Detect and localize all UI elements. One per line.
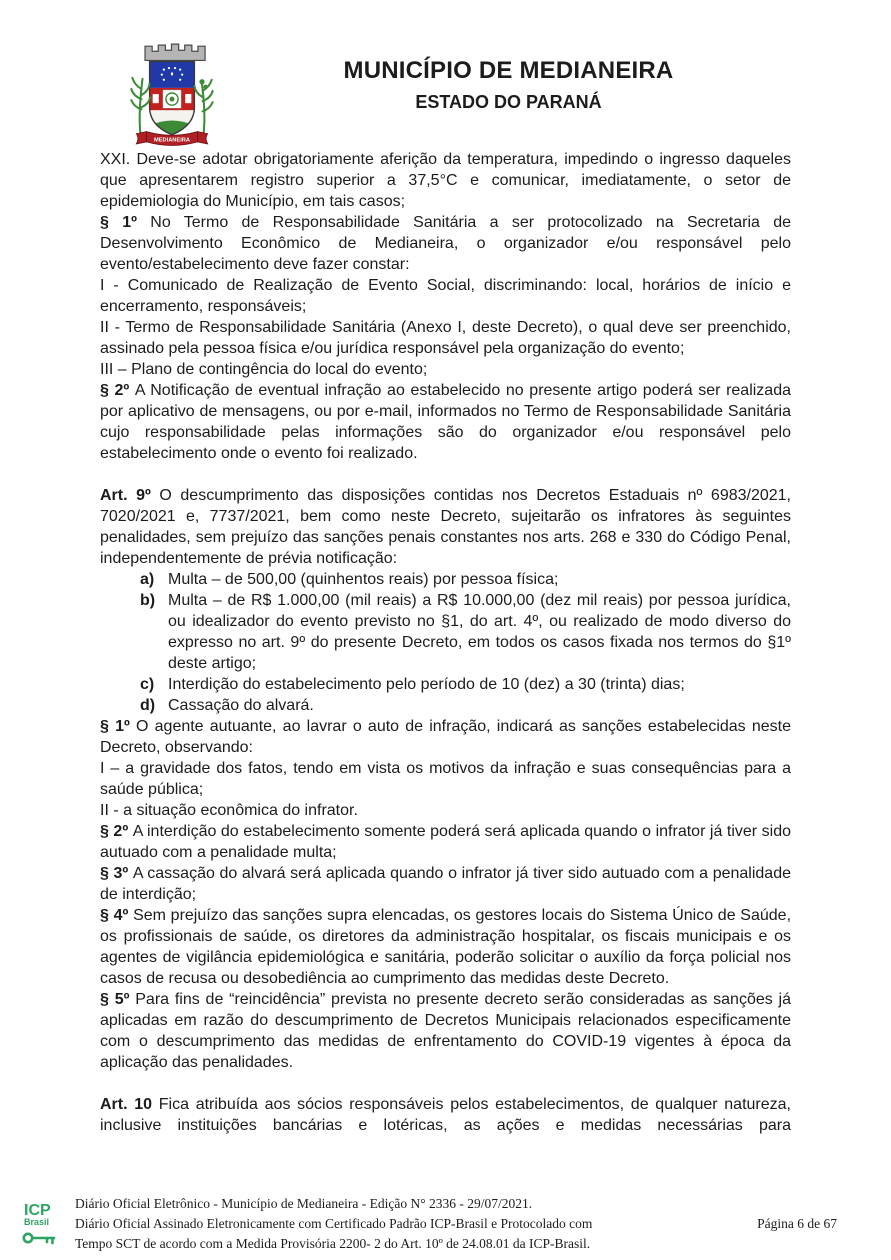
paragraph: Art. 10 Fica atribuída aos sócios responsáveis pelos estabelecimentos, de qualquer natureza, inclusive instituições bancárias e lotéricas, as ações e medidas necessárias para (100, 1096, 791, 1134)
medianeira-coat-of-arms-icon (118, 36, 226, 150)
footer-line: Diário Oficial Assinado Eletronicamente com Certificado Padrão ICP-Brasil e Protocolado com (75, 1216, 593, 1231)
list-item: d) Cassação do alvará. (140, 697, 314, 714)
icp-brasil-logo-icon (14, 1198, 62, 1250)
paragraph: III – Plano de contingência do local do evento; (100, 361, 428, 378)
icp-logo-bottom-text: Brasil (24, 1217, 50, 1227)
coat-banner-text: MEDIANEIRA (153, 137, 191, 144)
paragraph-prefix: § 2º (100, 382, 135, 399)
paragraph: II - Termo de Responsabilidade Sanitária (Anexo I, deste Decreto), o qual deve ser preenchido, assinado pela pessoa física e/ou jurídica responsável pela organização do evento; (100, 319, 791, 357)
paragraph: § 2º A interdição do estabelecimento somente poderá será aplicada quando o infrator já tiver sido autuado com a penalidade multa; (100, 823, 791, 861)
list-item-label: c) (140, 676, 155, 693)
paragraph-prefix: Art. 10 (100, 1096, 159, 1113)
paragraph-prefix: § 4º (100, 907, 134, 924)
paragraph: I – a gravidade dos fatos, tendo em vista os motivos da infração e suas consequências para a saúde pública; (100, 760, 791, 798)
document-header (118, 36, 791, 150)
paragraph-prefix: § 5º (100, 991, 136, 1008)
list-item-label: b) (140, 592, 156, 609)
paragraph-prefix: § 3º (100, 865, 133, 882)
page-title: MUNICÍPIO DE MEDIANEIRA (343, 57, 674, 84)
list-item: c) Interdição do estabelecimento pelo período de 10 (dez) a 30 (trinta) dias; (140, 676, 685, 693)
document-footer (14, 1194, 837, 1254)
paragraph-prefix: § 1º (100, 718, 137, 735)
paragraph: I - Comunicado de Realização de Evento Social, discriminando: local, horários de início e encerramento, responsáveis; (100, 277, 791, 315)
footer-legal-lines (75, 1194, 733, 1254)
icp-logo-top-text: ICP (24, 1202, 51, 1219)
paragraph-prefix: Art. 9º (100, 487, 160, 504)
paragraph-prefix: § 2º (100, 823, 133, 840)
paragraph: II - a situação econômica do infrator. (100, 802, 358, 819)
list-item-label: a) (140, 571, 155, 588)
paragraph: XXI. Deve-se adotar obrigatoriamente aferição da temperatura, impedindo o ingresso daqueles que apresentarem registro superior a 37,5°C e comunicar, imediatamente, o setor de epidemiologia do Município, em tais casos; (100, 151, 791, 210)
paragraph: § 3º A cassação do alvará será aplicada quando o infrator já tiver sido autuado com a penalidade de interdição; (100, 865, 791, 903)
header-titles (226, 36, 791, 113)
paragraph: § 1º O agente autuante, ao lavrar o auto de infração, indicará as sanções estabelecidas neste Decreto, observando: (100, 718, 792, 756)
footer-line: Tempo SCT de acordo com a Medida Provisória 2200- 2 do Art. 10º de 24.08.01 da ICP-Brasil. (75, 1236, 591, 1251)
paragraph: § 4º Sem prejuízo das sanções supra elencadas, os gestores locais do Sistema Único de Saúde, os profissionais de saúde, os diretores da administração hospitalar, os fiscais municipais e os agentes de vigilância epidemiológica e sanitária, poderão solicitar o auxílio da força policial nos casos de recusa ou desobediência ao cumprimento das medidas deste Decreto. (100, 907, 792, 987)
paragraph: § 2º A Notificação de eventual infração ao estabelecido no presente artigo poderá ser realizada por aplicativo de mensagens, ou por e-mail, informados no Termo de Responsabilidade Sanitária cujo responsabilidade pelas informações são do organizador e/ou responsável pelo estabelecimento onde o evento foi realizado. (100, 382, 791, 462)
list-item: a) Multa – de 500,00 (quinhentos reais) por pessoa física; (140, 571, 559, 588)
list-item: b) Multa – de R$ 1.000,00 (mil reais) a R$ 10.000,00 (dez mil reais) por pessoa jurídica, ou idealizador do evento previsto no §1, do art. 4º, ou realizado de modo diverso do expresso no art. 9º do presente Decreto, em todos os casos fixada nos termos do §1º deste artigo; (140, 592, 791, 672)
page-indicator: Página 6 de 67 (757, 1216, 837, 1231)
document-body (100, 149, 791, 1136)
page-subtitle: ESTADO DO PARANÁ (415, 92, 602, 112)
paragraph: Art. 9º O descumprimento das disposições contidas nos Decretos Estaduais nº 6983/2021, 7020/2021 e, 7737/2021, bem como neste Decreto, sujeitarão os infratores às seguintes penalidades, sem prejuízo das sanções penais constantes nos arts. 268 e 330 do Código Penal, independentemente de prévia notificação: (100, 487, 792, 567)
paragraph: § 5º Para fins de “reincidência” prevista no presente decreto serão consideradas as sanções já aplicadas em razão do descumprimento de Decretos Municipais relacionados especificamente com o descumprimento das medidas de enfrentamento do COVID-19 vigentes à época da aplicação das penalidades. (100, 991, 792, 1071)
paragraph: § 1º No Termo de Responsabilidade Sanitária a ser protocolizado na Secretaria de Desenvolvimento Econômico de Medianeira, o organizador e/ou responsável pelo evento/estabelecimento deve fazer constar: (100, 214, 792, 273)
list-item-label: d) (140, 697, 156, 714)
paragraph-prefix: § 1º (100, 214, 151, 231)
footer-line: Diário Oficial Eletrônico - Município de Medianeira - Edição N° 2336 - 29/07/2021. (75, 1196, 533, 1211)
